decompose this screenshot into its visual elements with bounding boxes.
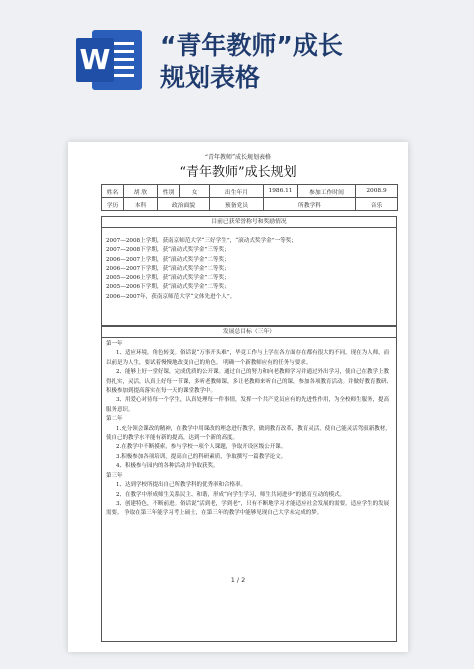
goal-paragraph: 2.在教学中不断摸索，参与学校一项个人课题，争取开设区级公开课。 (116, 444, 287, 451)
table-row (102, 185, 398, 198)
list-item: 2005—2006上学期，获“滚动式奖学金”二等奖； (106, 275, 230, 282)
honors-header: 目前已获荣誉称号和奖励情况 (102, 217, 396, 228)
goal-paragraph: 2、能够上好一堂好课，完成优质的公开课。通过自己的努力和向老教师学习并通过外出学习，使自己在教学上教得扎实，灵活，认真上好每一节课，多听老教师课，多让老教师来听自己的课，参加各项教育活动。并做好教育教研、积极参加到提高落实在每一天的课堂教学中。 (106, 369, 393, 395)
goal-paragraph: 4、积极参与园内的各种活动并争取获奖。 (116, 463, 219, 470)
goals-section (101, 326, 397, 642)
word-icon-letter: W (79, 43, 111, 76)
goal-paragraph: 3、用爱心对待每一个学生，认真处理每一件事情，发挥一个共产党员应有的先进性作用，为全校师生服务，提高服务意识。 (106, 397, 390, 413)
honors-list (106, 237, 394, 302)
gender-label: 性别 (158, 185, 180, 198)
education-label: 学历 (102, 198, 124, 211)
goal-paragraph: 3.积极参加各项培训，提高自己的科研素质，争取撰写一篇教学论文。 (116, 453, 287, 460)
list-item: 2006—2007下学期，获“滚动式奖学金”二等奖； (106, 265, 230, 272)
list-item: 2007—2008下学期，获“滚动式奖学金”三等奖； (106, 247, 230, 254)
goals-list (106, 340, 392, 519)
goals-header: 发展总目标（三年） (102, 327, 396, 338)
goal-paragraph: 1、达到学校所提出自己所教学科的优秀率和合格率。 (116, 482, 247, 489)
work-start-label: 参加工作时间 (298, 185, 356, 198)
info-table (101, 184, 398, 211)
gender-value: 女 (180, 185, 210, 198)
document-small-title: “青年教师”成长规划表格 (204, 154, 272, 161)
education-value: 本科 (124, 198, 158, 211)
goal-paragraph: 1、适应环境，角色转变。俗话说“万事开头难”，毕竟工作与上学在各方面存在都有很大的不同，现在为人师，而以前是为人生，要试着慢慢地改变自己的角色。 明确一个新教师应有的任务与要求。 (106, 350, 390, 366)
document-title: “青年教师”成长规划 (179, 165, 297, 180)
list-item: 2006—2007年，获南京师范大学“文体先进个人”。 (106, 293, 236, 300)
birth-label: 出生年月 (210, 185, 264, 198)
goal-year-heading: 第一年 (106, 341, 123, 347)
page-number: 1 / 2 (230, 576, 246, 584)
banner-title-line1: “青年教师”成长 (160, 31, 343, 60)
honors-section (101, 216, 397, 326)
birth-value: 1986.11 (264, 185, 298, 198)
name-label: 姓名 (102, 185, 124, 198)
goal-paragraph: 3、创建特色，不断前进。俗话说“活到老，学到老”，只有不断地学习才能适应社会发展的需要，适应学生的发展需要。 争取在第三年能学习考上硕士，在第三年的教学中能够见现自己大学未完成的梦。 (106, 500, 390, 517)
politics-value: 预备党员 (210, 198, 264, 211)
subject-value: 音乐 (356, 198, 398, 211)
list-item: 2007—2008上学期，获南京师范大学“三好学生”，“滚动式奖学金”一等奖； (106, 238, 297, 244)
list-item: 2006—2007上学期，获“滚动式奖学金”二等奖； (106, 256, 230, 263)
work-start-value: 2008.9 (356, 185, 398, 198)
header-banner (0, 0, 474, 118)
name-value: 胡 欣 (124, 185, 158, 198)
politics-label: 政治面貌 (158, 198, 210, 211)
word-document-icon (70, 24, 142, 96)
document-page (68, 142, 408, 652)
goal-paragraph: 2、在教学中形成师生关系民主、和谐，形成“向学生学习，师生共同进步”的德育互动的模式。 (116, 491, 346, 498)
banner-title-line2: 规划表格 (160, 63, 261, 92)
subject-label: 所教学科 (264, 198, 356, 211)
goal-year-heading: 第三年 (106, 472, 123, 479)
goal-year-heading: 第二年 (106, 416, 123, 423)
banner-title (160, 30, 460, 94)
list-item: 2005—2006下学期，获“滚动式奖学金”二等奖； (106, 284, 230, 291)
table-row (102, 198, 398, 211)
goal-paragraph: 1.充分领会课改的精神，在教学中用课改的理念进行教学，做到教育改革，教育灵活，使自己能灵活驾驭新教材，使自己的教学水平能有新的提高，达到一个新的高度。 (106, 425, 391, 442)
